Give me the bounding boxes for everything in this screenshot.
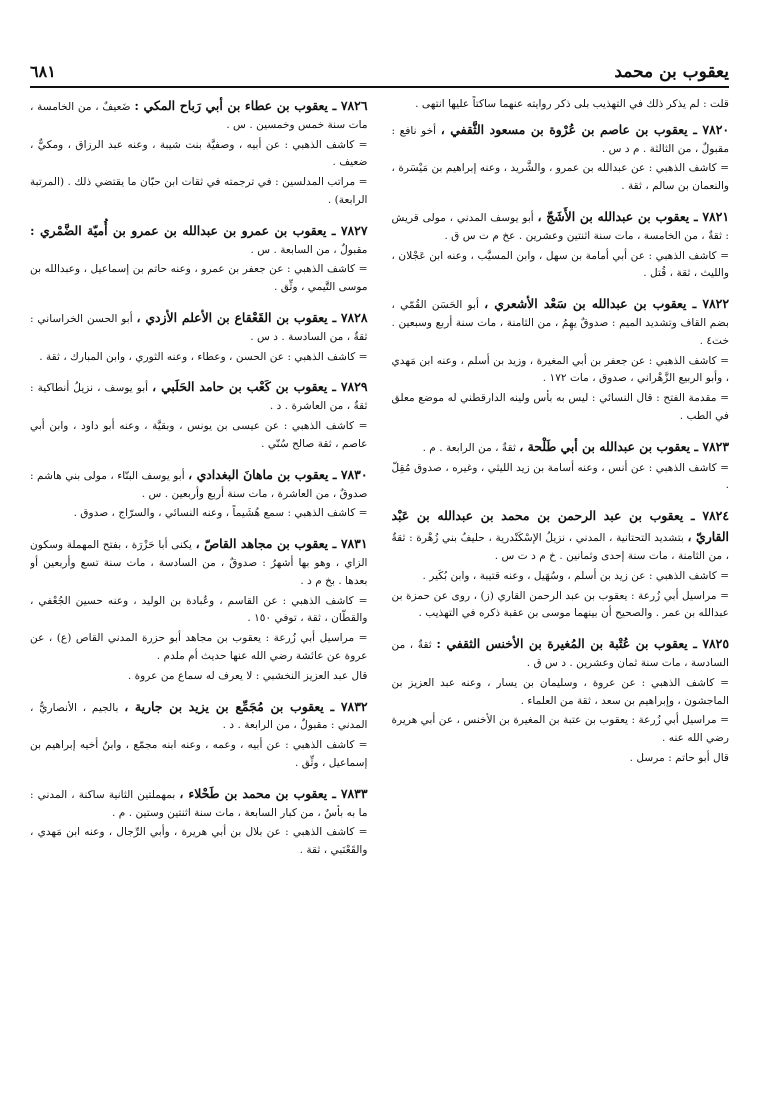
entry-7833 bbox=[30, 784, 368, 860]
narrator-grade: بمهملتين الثانية ساكنة ، المدني : ما به بأسٌ ، من كبار السابعة ، مات سنة اثنتين وستين . م . bbox=[30, 788, 368, 819]
narrator-grade: بتشديد التحتانية ، المدني ، نزيلُ الإسْكَنْدرية ، حليفُ بني زُهْرة : ثقةٌ ، من الثامنة ، مات سنة إحدى وثمانين . خ م د ت س . bbox=[391, 532, 729, 562]
entry-note: = كاشف الذهبي : عن زيد بن أسلم ، وسُهَيل ، وعنه قتيبة ، وابن بُكَير . bbox=[422, 569, 729, 582]
entry-note: = مراسيل أبي زُرعة : يعقوب بن عبد الرحمن القاري (ز) ، روى عن حمزة بن عبدالله بن عمر . والصحيح أن بينهما موسى بن عقبة ذكره في التهذيب . bbox=[391, 589, 729, 620]
narrator-name: ٧٨٢٢ ـ يعقوب بن عبدالله بن سَعْد الأشعري ، bbox=[484, 296, 729, 312]
entry-note: = كاشف الذهبي : سمع هُشَيماً ، وعنه النسائي ، والسرّاج ، صدوق . bbox=[73, 507, 368, 520]
narrator-name: ٧٨٢٦ ـ يعقوب بن عطاء بن أبي رَباح المكي : bbox=[134, 98, 368, 113]
narrator-grade: مقبولٌ ، من السابعة . س . bbox=[250, 243, 368, 256]
narrator-grade: ضَعيفٌ ، من الخامسة ، مات سنة خمس وخمسين . س . bbox=[30, 101, 368, 131]
running-title: يعقوب بن محمد bbox=[614, 62, 729, 82]
entry-note: = كاشف الذهبي : عن القاسم ، وعُبادة بن الوليد ، وعنه حسين الجُعْفي ، والقطّان ، ثقة ، توفي ١٥٠ . bbox=[30, 594, 368, 625]
entry-note: = كاشف الذهبي : عن عروة ، وسليمان بن يسار ، وعنه عبد العزيز بن الماجشون ، وإبراهيم بن سعد ، ثقة من العلماء . bbox=[391, 676, 729, 707]
narrator-name: ٧٨٣١ ـ يعقوب بن مجاهد القاصّ ، bbox=[195, 536, 368, 552]
narrator-grade: أخو نافع : مقبولٌ ، من الثالثة . م د س . bbox=[391, 124, 729, 155]
entry-note: = كاشف الذهبي : عن أبيه ، وعمه ، وعنه ابنه مجمّع ، وابنُ أخيه إبراهيم بن إسماعيل ، وثِّق . bbox=[30, 739, 368, 769]
narrator-name: ٧٨٣٠ ـ يعقوب بن ماهانَ البغدادي ، bbox=[188, 466, 368, 482]
narrator-name: ٧٨٢٤ ـ يعقوب بن عبد الرحمن بن محمد بن عبدالله بن عَبْد القاريّ ، bbox=[391, 508, 729, 545]
narrator-grade: يكنى أبا حَزْرَة ، بفتح المهملة وسكون الزاي ، وهو بها أشهرُ : صدوقٌ ، من السادسة ، مات سنة تسع وأربعين أو بعدها . بخ م د . bbox=[30, 539, 368, 587]
entry-heading bbox=[392, 506, 730, 565]
entry-7830 bbox=[30, 465, 368, 523]
entry-heading bbox=[392, 120, 730, 159]
entry-note: = كاشف الذهبي : عن جعفر بن عمرو ، وعنه حاتم بن إسماعيل ، وعبدالله بن موسى التَّيمي ، وثِّق . bbox=[30, 263, 368, 294]
narrator-name: ٧٨٢٩ ـ يعقوب بن كَعْب بن حامد الحَلَبي ، bbox=[152, 379, 368, 395]
narrator-grade: أبو الحسن الخراساني : ثقةٌ ، من السادسة . د س . bbox=[30, 313, 368, 343]
entry-heading bbox=[30, 96, 368, 135]
narrator-name: ٧٨٣٣ ـ يعقوب بن محمد بن طَحْلاء ، bbox=[179, 785, 368, 801]
page-number: ٦٨١ bbox=[30, 62, 56, 81]
narrator-name: ٧٨٢٥ ـ يعقوب بن عُتْبة بن المُغيرة بن الأخنس الثقفي : bbox=[436, 636, 729, 652]
entry-note: = كاشف الذهبي : عن جعفر بن أبي المغيرة ، وزيد بن أسلم ، وعنه ابن مَهدي ، وأبو الربيع الزَّهْراني ، صدوق ، مات ١٧٢ . bbox=[391, 354, 729, 385]
narrator-name: ٧٨٢٧ ـ يعقوب بن عمرو بن عبدالله بن عمرو بن أُميّة الضَّمْري : bbox=[30, 222, 368, 238]
left-column bbox=[30, 96, 368, 1084]
narrator-grade: ثقةٌ ، من الرابعة . م . bbox=[422, 441, 520, 454]
entry-heading bbox=[30, 221, 368, 260]
narrator-grade: أبو يوسف ، نزيلُ أنطاكية : ثقةٌ ، من العاشرة . د . bbox=[30, 382, 368, 413]
entry-heading bbox=[392, 634, 730, 673]
entry-note: قال عبد العزيز النخشبي : لا يعرف له سماع من عروة . bbox=[127, 669, 368, 682]
entry-note: = كاشف الذهبي : عن بلال بن أبي هريرة ، وأبي الرِّجال ، وعنه ابن مَهدي ، والقَعْنَبي ، ثقة . bbox=[30, 826, 368, 857]
entry-7820 bbox=[392, 120, 730, 196]
narrator-name: ٧٨٣٢ ـ يعقوب بن مُجَمِّع بن يزيد بن جارية ، bbox=[124, 698, 368, 714]
entry-7824 bbox=[392, 506, 730, 623]
entry-note: = كاشف الذهبي : عن أبي أمامة بن سهل ، وابن المسيَّب ، وعنه ابن عَجْلان ، والليث ، ثقة ، قُتل . bbox=[391, 249, 729, 280]
entry-heading bbox=[30, 377, 368, 416]
entry-note: = كاشف الذهبي : عن عبدالله بن عمرو ، والشَّريد ، وعنه إبراهيم بن مَيْسَرة ، والنعمان بن سالم ، ثقة . bbox=[391, 162, 729, 193]
entry-7823 bbox=[392, 437, 730, 495]
entry-note: = مقدمة الفتح : قال النسائي : ليس به بأس ولينه الدارقطني له موضع معلق في الطب . bbox=[391, 392, 729, 423]
entry-heading bbox=[392, 294, 730, 350]
narrator-name: ٧٨٢٨ ـ يعقوب بن القَعْقاع بن الأعلم الأزدي ، bbox=[136, 310, 368, 326]
narrator-grade: أبو يوسف البنّاء ، مولى بني هاشم : صدوقٌ ، من العاشرة ، مات سنة أربع وأربعين . س . bbox=[30, 469, 368, 500]
entry-heading bbox=[30, 697, 368, 736]
entry-7831 bbox=[30, 534, 368, 685]
entry-7832 bbox=[30, 697, 368, 773]
entry-note: قال أبو حاتم : مرسل . bbox=[629, 751, 729, 764]
lead-note: قلت : لم يذكر ذلك في التهذيب بلى ذكر روايته عنهما ساكتاً عليها انتهى . bbox=[415, 98, 729, 110]
page-header bbox=[30, 62, 729, 88]
entry-heading bbox=[30, 465, 368, 504]
entry-note: = كاشف الذهبي : عن الحسن ، وعطاء ، وعنه الثوري ، وابن المبارك ، ثقة . bbox=[39, 350, 368, 363]
entry-note: = مراسيل أبي زُرعة : يعقوب بن مجاهد أبو حزرة المدني القاص (ع) ، عن عروة عن عائشة رضي الله عنها حديث أم ملدم . bbox=[30, 632, 368, 662]
entry-7827 bbox=[30, 221, 368, 297]
entry-7821 bbox=[392, 207, 730, 283]
narrator-grade: أبو يوسف المدني ، مولى قريش : ثقةٌ ، من الخامسة ، مات سنة اثنتين وعشرين . عخ م ت س ق . bbox=[391, 212, 729, 242]
entry-heading bbox=[392, 437, 730, 458]
entry-7828 bbox=[30, 308, 368, 366]
entry-note: = مراسيل أبي زُرعة : يعقوب بن عتبة بن المغيرة بن الأخنس ، عن أبي هريرة رضي الله عنه . bbox=[391, 714, 729, 745]
entry-note: = كاشف الذهبي : عن أنس ، وعنه أسامة بن زيد الليثي ، وغيره ، صدوق مُقِلّ . bbox=[391, 461, 729, 492]
entry-note: = كاشف الذهبي : عن عيسى بن يونس ، وبقيَّة ، وعنه أبو داود ، وابن أبي عاصم ، ثقة صالح سُنّي . bbox=[30, 420, 368, 450]
entry-7822 bbox=[392, 294, 730, 426]
entry-7825 bbox=[392, 634, 730, 768]
entry-7826 bbox=[30, 96, 368, 210]
narrator-grade: بالجيم ، الأنصاريُّ ، المدني : مقبولٌ ، من الرابعة . د . bbox=[30, 701, 368, 732]
narrator-name: ٧٨٢١ ـ يعقوب بن عبدالله بن الأَشَجّ ، bbox=[537, 209, 729, 225]
entry-heading bbox=[30, 534, 368, 590]
narrator-grade: أبو الحَسَن القُمّي ، بضم القاف وتشديد الميم : صدوقٌ يهِمُ ، من الثامنة ، مات سنة أربع وسبعين . خت٤ . bbox=[391, 299, 729, 347]
entry-heading bbox=[30, 308, 368, 347]
entry-heading bbox=[30, 784, 368, 823]
entry-heading bbox=[392, 207, 730, 246]
narrator-name: ٧٨٢٠ ـ يعقوب بن عاصم بن عُرْوة بن مسعود الثَّقفي ، bbox=[440, 121, 729, 137]
entry-note: = كاشف الذهبي : عن أبيه ، وصفيَّة بنت شيبة ، وعنه عبد الرزاق ، ومكيٌّ ، ضعيف . bbox=[30, 138, 368, 169]
right-column bbox=[392, 96, 730, 1084]
narrator-name: ٧٨٢٣ ـ يعقوب بن عبدالله بن أبي طَلْحة ، bbox=[519, 438, 729, 454]
text-columns bbox=[30, 96, 729, 1084]
entry-note: = مراتب المدلسين : في ترجمته في ثقات ابن حبّان ما يقتضي ذلك . (المرتبة الرابعة) . bbox=[30, 176, 368, 207]
narrator-grade: ثقةٌ ، من السادسة ، مات سنة ثمان وعشرين . د س ق . bbox=[391, 639, 729, 669]
entry-7829 bbox=[30, 377, 368, 453]
